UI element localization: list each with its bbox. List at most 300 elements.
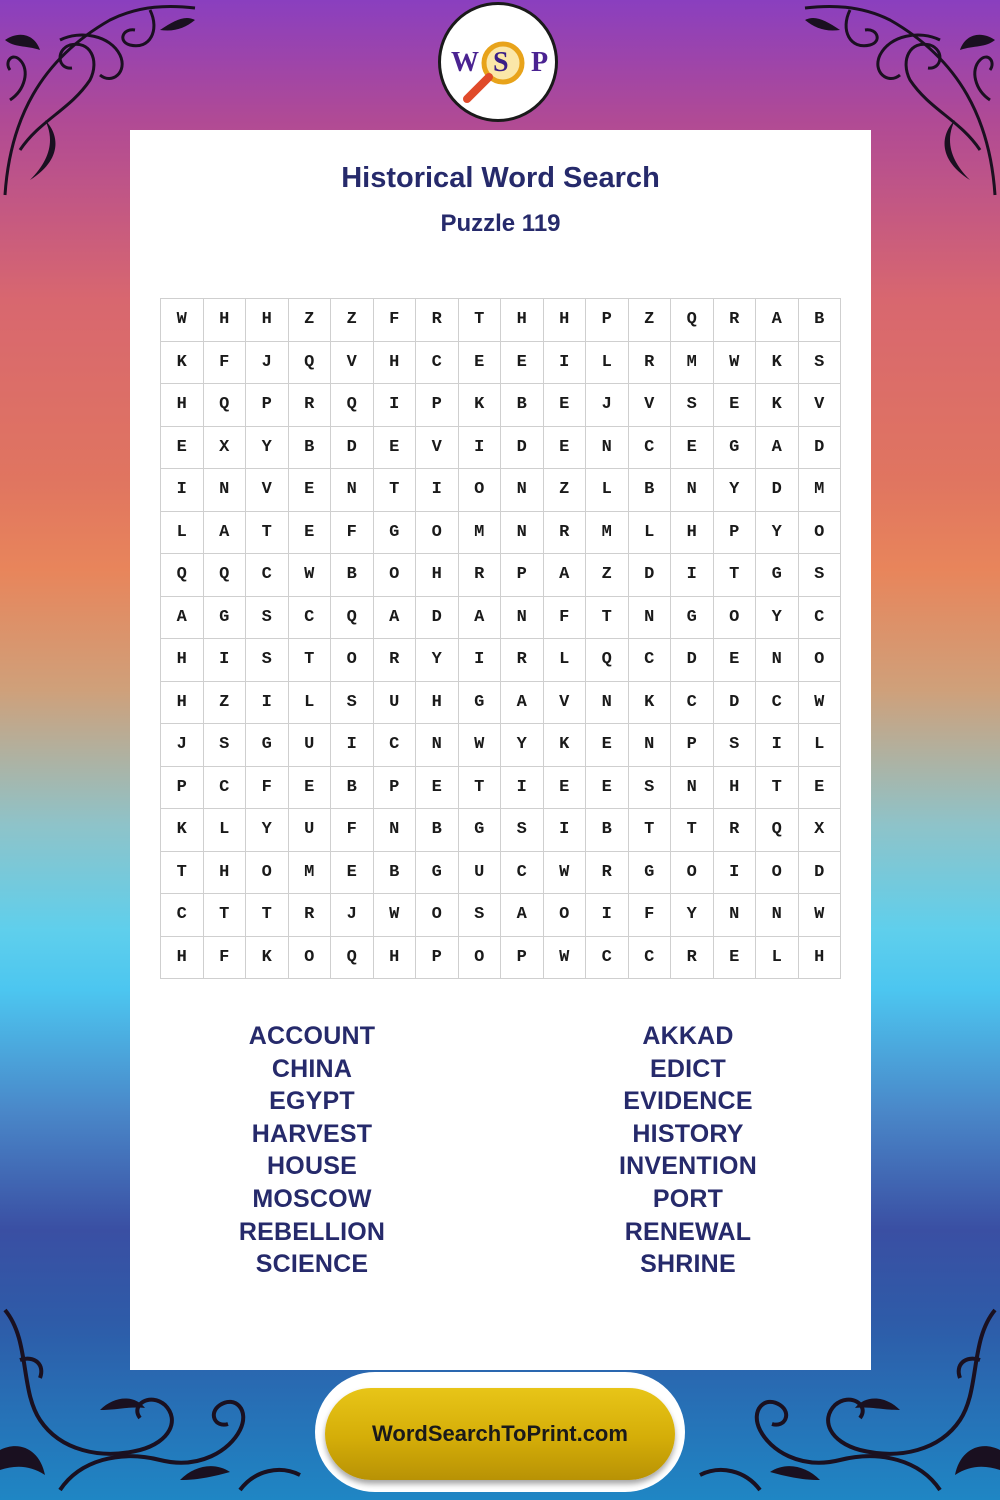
grid-cell: T [628,809,671,852]
grid-cell: K [161,809,204,852]
grid-cell: N [203,469,246,512]
grid-cell: C [203,766,246,809]
grid-cell: L [586,469,629,512]
grid-cell: N [331,469,374,512]
grid-cell: A [756,299,799,342]
grid-cell: J [161,724,204,767]
grid-cell: P [246,384,289,427]
grid-cell: Q [756,809,799,852]
grid-cell: T [458,766,501,809]
grid-cell: L [203,809,246,852]
grid-cell: H [246,299,289,342]
grid-cell: C [416,341,459,384]
grid-cell: Z [628,299,671,342]
grid-cell: I [713,851,756,894]
grid-cell: P [501,554,544,597]
grid-cell: C [628,639,671,682]
grid-cell: V [798,384,841,427]
grid-cell: E [501,341,544,384]
grid-cell: G [458,809,501,852]
grid-cell: E [288,511,331,554]
grid-cell: U [373,681,416,724]
word-item: ACCOUNT [248,1022,376,1050]
grid-cell: Z [543,469,586,512]
grid-cell: N [501,511,544,554]
grid-cell: S [246,596,289,639]
grid-cell: I [756,724,799,767]
grid-cell: H [416,681,459,724]
grid-cell: B [798,299,841,342]
grid-cell: O [713,596,756,639]
grid-cell: M [671,341,714,384]
word-item: EVIDENCE [623,1087,753,1116]
grid-row [161,809,841,852]
grid-cell: Q [331,384,374,427]
grid-cell: I [416,469,459,512]
grid-cell: B [501,384,544,427]
grid-cell: Z [203,681,246,724]
grid-cell: O [288,936,331,979]
grid-row [161,894,841,937]
grid-cell: V [416,426,459,469]
grid-cell: H [203,299,246,342]
grid-cell: W [161,299,204,342]
grid-cell: P [416,384,459,427]
logo-letter-s: S [493,47,509,78]
grid-cell: I [543,809,586,852]
grid-cell: T [586,596,629,639]
grid-cell: E [331,851,374,894]
grid-cell: A [543,554,586,597]
grid-cell: H [798,936,841,979]
grid-cell: W [798,681,841,724]
grid-cell: I [458,426,501,469]
grid-cell: F [543,596,586,639]
grid-cell: O [798,639,841,682]
grid-cell: E [373,426,416,469]
grid-cell: K [756,384,799,427]
word-item: PORT [652,1184,724,1213]
grid-cell: S [798,341,841,384]
grid-cell: K [458,384,501,427]
grid-cell: C [586,936,629,979]
grid-cell: I [671,554,714,597]
grid-cell: C [246,554,289,597]
grid-cell: R [543,511,586,554]
grid-cell: B [331,554,374,597]
grid-cell: Y [246,809,289,852]
grid-cell: K [756,341,799,384]
grid-cell: R [501,639,544,682]
grid-cell: S [458,894,501,937]
grid-cell: A [501,681,544,724]
grid-cell: T [203,894,246,937]
grid-cell: O [331,639,374,682]
grid-cell: P [161,766,204,809]
grid-cell: T [756,766,799,809]
grid-cell: G [756,554,799,597]
grid-cell: N [501,469,544,512]
grid-cell: J [246,341,289,384]
grid-row [161,681,841,724]
grid-cell: U [288,724,331,767]
grid-cell: Q [288,341,331,384]
grid-cell: S [713,724,756,767]
grid-cell: D [798,426,841,469]
grid-cell: M [586,511,629,554]
grid-cell: E [671,426,714,469]
grid-cell: P [416,936,459,979]
grid-cell: G [246,724,289,767]
grid-cell: H [161,936,204,979]
grid-cell: N [416,724,459,767]
grid-row [161,426,841,469]
grid-cell: W [543,851,586,894]
grid-cell: L [798,724,841,767]
grid-row [161,341,841,384]
grid-cell: I [161,469,204,512]
grid-cell: B [373,851,416,894]
grid-cell: F [331,809,374,852]
grid-cell: S [671,384,714,427]
grid-row [161,639,841,682]
grid-cell: W [373,894,416,937]
grid-cell: G [671,596,714,639]
grid-cell: H [161,384,204,427]
grid-cell: Q [331,596,374,639]
grid-cell: Q [203,554,246,597]
grid-cell: O [458,469,501,512]
grid-cell: R [713,299,756,342]
grid-cell: I [543,341,586,384]
grid-cell: D [756,469,799,512]
grid-cell: R [416,299,459,342]
grid-cell: F [628,894,671,937]
grid-cell: B [586,809,629,852]
grid-cell: C [756,681,799,724]
grid-cell: E [586,724,629,767]
grid-cell: C [628,936,671,979]
grid-cell: C [628,426,671,469]
grid-cell: L [543,639,586,682]
grid-cell: Y [756,596,799,639]
grid-cell: Z [331,299,374,342]
grid-cell: O [458,936,501,979]
grid-cell: R [288,384,331,427]
grid-cell: D [713,681,756,724]
grid-cell: R [586,851,629,894]
grid-cell: H [373,936,416,979]
grid-row [161,299,841,342]
grid-cell: Y [501,724,544,767]
word-item: HARVEST [251,1119,373,1148]
word-item: EGYPT [269,1087,355,1116]
grid-cell: W [288,554,331,597]
grid-cell: J [586,384,629,427]
grid-cell: P [586,299,629,342]
grid-cell: Q [671,299,714,342]
grid-cell: P [713,511,756,554]
grid-cell: I [246,681,289,724]
grid-cell: A [756,426,799,469]
grid-cell: H [161,681,204,724]
grid-cell: T [713,554,756,597]
grid-cell: W [458,724,501,767]
word-item: HISTORY [632,1119,744,1148]
grid-cell: E [543,426,586,469]
grid-cell: B [628,469,671,512]
grid-cell: D [501,426,544,469]
puzzle-number: Puzzle 119 [440,210,561,237]
grid-cell: S [628,766,671,809]
word-item: AKKAD [642,1022,734,1050]
grid-cell: N [756,894,799,937]
grid-cell: Z [288,299,331,342]
grid-row [161,554,841,597]
grid-cell: N [586,426,629,469]
grid-cell: E [543,384,586,427]
grid-cell: T [458,299,501,342]
grid-cell: N [586,681,629,724]
grid-cell: W [713,341,756,384]
grid-cell: T [246,511,289,554]
grid-cell: A [203,511,246,554]
grid-cell: S [246,639,289,682]
grid-cell: T [246,894,289,937]
grid-cell: T [288,639,331,682]
grid-cell: K [161,341,204,384]
word-item: INVENTION [619,1152,757,1181]
grid-cell: R [628,341,671,384]
grid-cell: O [416,894,459,937]
word-item: EDICT [650,1054,726,1083]
grid-row [161,936,841,979]
grid-cell: O [798,511,841,554]
grid-cell: D [416,596,459,639]
grid-cell: T [373,469,416,512]
word-list-left [172,1020,452,1281]
grid-cell: I [373,384,416,427]
grid-cell: Q [203,384,246,427]
grid-cell: C [671,681,714,724]
grid-cell: R [288,894,331,937]
grid-row [161,384,841,427]
grid-cell: E [416,766,459,809]
grid-cell: F [203,341,246,384]
grid-cell: H [543,299,586,342]
grid-cell: E [161,426,204,469]
wsp-logo[interactable] [438,2,558,122]
grid-cell: G [203,596,246,639]
letter-grid [160,298,841,979]
page-title: Historical Word Search [341,162,660,194]
grid-cell: S [331,681,374,724]
grid-cell: X [203,426,246,469]
grid-cell: Y [713,469,756,512]
grid-cell: F [203,936,246,979]
grid-cell: K [628,681,671,724]
grid-cell: K [543,724,586,767]
grid-cell: A [501,894,544,937]
grid-row [161,766,841,809]
grid-cell: R [373,639,416,682]
grid-cell: M [458,511,501,554]
grid-cell: D [671,639,714,682]
grid-cell: V [246,469,289,512]
grid-cell: M [288,851,331,894]
grid-cell: B [288,426,331,469]
grid-cell: S [798,554,841,597]
grid-cell: Q [586,639,629,682]
grid-cell: O [756,851,799,894]
grid-cell: E [458,341,501,384]
grid-cell: G [713,426,756,469]
grid-cell: F [331,511,374,554]
grid-cell: I [458,639,501,682]
grid-cell: U [288,809,331,852]
word-list-right [548,1020,828,1281]
grid-cell: L [586,341,629,384]
word-item: MOSCOW [252,1184,372,1213]
website-link-label: WordSearchToPrint.com [372,1421,628,1446]
grid-cell: D [798,851,841,894]
grid-cell: X [798,809,841,852]
grid-cell: H [161,639,204,682]
word-item: HOUSE [267,1152,357,1181]
grid-cell: O [246,851,289,894]
grid-cell: E [798,766,841,809]
grid-cell: Y [416,639,459,682]
grid-cell: S [203,724,246,767]
grid-cell: D [331,426,374,469]
grid-cell: O [543,894,586,937]
logo-letter-w: W [451,47,479,78]
grid-cell: C [501,851,544,894]
grid-cell: I [203,639,246,682]
grid-cell: H [501,299,544,342]
website-link-button[interactable] [325,1388,675,1480]
grid-cell: N [756,639,799,682]
grid-cell: B [416,809,459,852]
word-item: SCIENCE [255,1250,369,1279]
grid-cell: C [161,894,204,937]
grid-cell: W [543,936,586,979]
grid-cell: G [458,681,501,724]
grid-cell: H [671,511,714,554]
grid-cell: M [798,469,841,512]
grid-cell: Y [756,511,799,554]
grid-cell: A [161,596,204,639]
grid-cell: P [671,724,714,767]
grid-cell: N [713,894,756,937]
grid-cell: Z [586,554,629,597]
grid-cell: R [713,809,756,852]
grid-cell: H [416,554,459,597]
grid-cell: V [543,681,586,724]
grid-cell: I [586,894,629,937]
grid-cell: N [373,809,416,852]
grid-cell: N [628,596,671,639]
grid-cell: O [416,511,459,554]
puzzle-card [130,130,871,1370]
grid-cell: P [501,936,544,979]
grid-cell: G [628,851,671,894]
grid-cell: B [331,766,374,809]
grid-cell: E [713,936,756,979]
grid-cell: Q [161,554,204,597]
grid-cell: T [161,851,204,894]
grid-cell: A [458,596,501,639]
grid-cell: L [756,936,799,979]
grid-cell: R [671,936,714,979]
grid-cell: L [288,681,331,724]
logo-letter-p: P [531,47,549,78]
grid-cell: R [458,554,501,597]
word-item: RENEWAL [624,1217,752,1246]
grid-cell: E [288,469,331,512]
grid-cell: L [628,511,671,554]
grid-cell: U [458,851,501,894]
grid-cell: V [628,384,671,427]
grid-cell: C [288,596,331,639]
grid-cell: O [671,851,714,894]
grid-cell: G [373,511,416,554]
grid-cell: Y [246,426,289,469]
grid-cell: T [671,809,714,852]
grid-cell: I [331,724,374,767]
word-item: SHRINE [640,1250,736,1279]
grid-cell: H [373,341,416,384]
grid-cell: S [501,809,544,852]
grid-cell: N [671,766,714,809]
grid-cell: Q [331,936,374,979]
grid-cell: A [373,596,416,639]
grid-cell: J [331,894,374,937]
grid-cell: G [416,851,459,894]
grid-row [161,511,841,554]
grid-cell: K [246,936,289,979]
grid-cell: E [543,766,586,809]
grid-cell: F [246,766,289,809]
grid-cell: E [713,384,756,427]
grid-row [161,851,841,894]
grid-cell: H [713,766,756,809]
grid-cell: N [501,596,544,639]
grid-row [161,469,841,512]
word-item: REBELLION [238,1217,386,1246]
grid-cell: E [713,639,756,682]
grid-row [161,596,841,639]
grid-cell: F [373,299,416,342]
grid-cell: V [331,341,374,384]
grid-cell: E [586,766,629,809]
grid-cell: H [203,851,246,894]
grid-row [161,724,841,767]
grid-cell: Y [671,894,714,937]
grid-cell: I [501,766,544,809]
grid-cell: D [628,554,671,597]
grid-cell: C [798,596,841,639]
grid-cell: E [288,766,331,809]
grid-cell: N [628,724,671,767]
grid-cell: C [373,724,416,767]
grid-cell: N [671,469,714,512]
grid-cell: L [161,511,204,554]
grid-cell: P [373,766,416,809]
grid-cell: W [798,894,841,937]
word-item: CHINA [271,1054,353,1083]
grid-cell: O [373,554,416,597]
